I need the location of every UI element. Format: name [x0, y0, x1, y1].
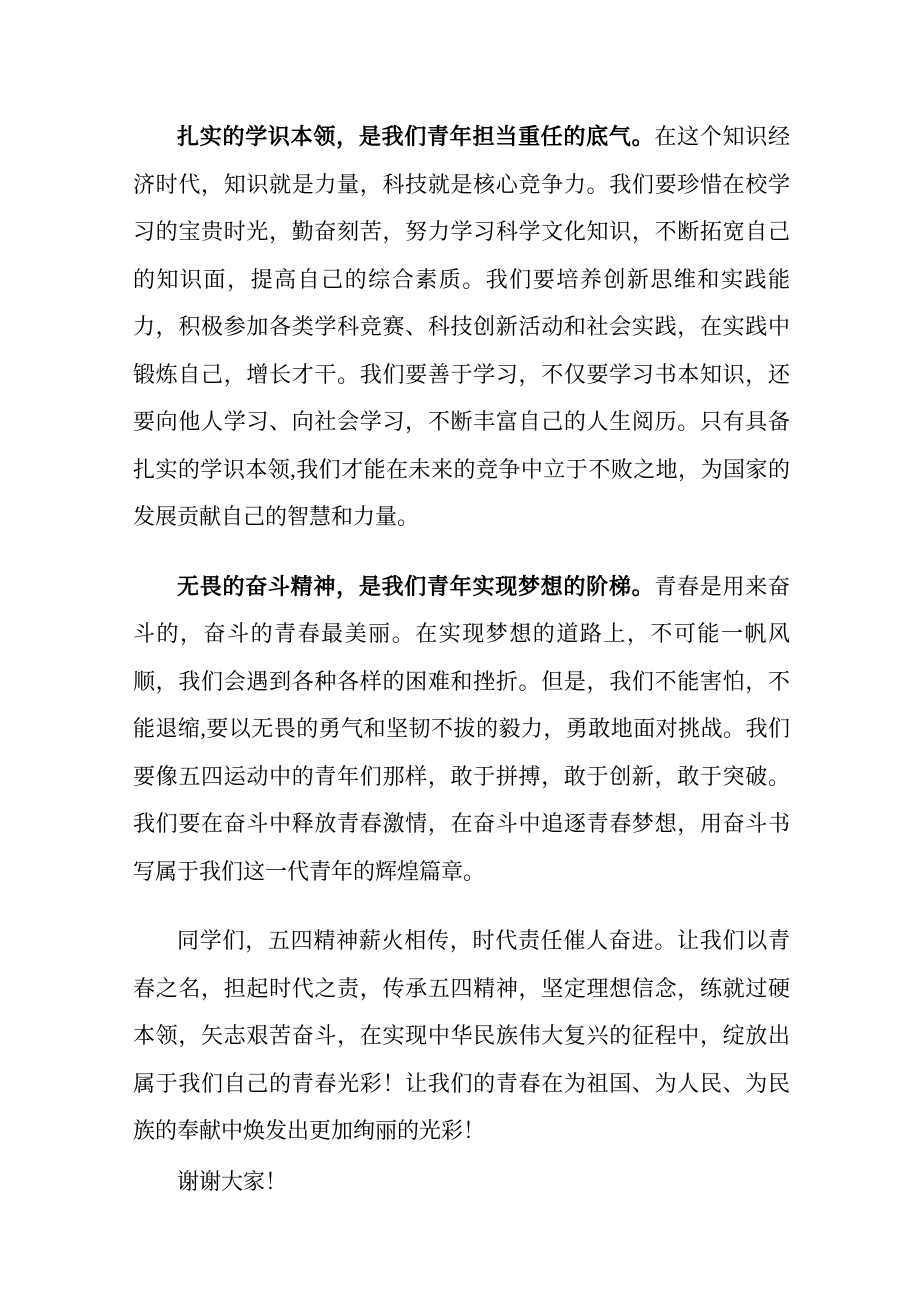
paragraph-fearless-struggle: [133, 563, 790, 896]
paragraph-body-text: 谢谢大家！: [177, 1168, 288, 1194]
paragraph-closing-appeal: [133, 917, 790, 1155]
paragraph-lead-sentence: 扎实的学识本领，是我们青年担当重任的底气。: [177, 124, 655, 149]
paragraph-body-text: 在这个知识经济时代，知识就是力量，科技就是核心竞争力。我们要珍惜在校学习的宝贵时光，勤奋刻苦，努力学习科学文化知识，不断拓宽自己的知识面，提高自己的综合素质。我们要培养创新思维和实践能力，积极参加各类学科竞赛、科技创新活动和社会实践，在实践中锻炼自己，增长才干。我们要善于学习，不仅要学习书本知识，还要向他人学习、向社会学习，不断丰富自己的人生阅历。只有具备扎实的学识本领,我们才能在未来的竞争中立于不败之地，为国家的发展贡献自己的智慧和力量。: [133, 124, 790, 529]
paragraph-body-text: 青春是用来奋斗的，奋斗的青春最美丽。在实现梦想的道路上，不可能一帆风顺，我们会遇到各种各样的困难和挫折。但是，我们不能害怕，不能退缩,要以无畏的勇气和坚韧不拔的毅力，勇敢地面对挑战。我们要像五四运动中的青年们那样，敢于拼搏，敢于创新，敢于突破。我们要在奋斗中释放青春激情，在奋斗中追逐青春梦想，用奋斗书写属于我们这一代青年的辉煌篇章。: [133, 573, 790, 884]
paragraph-thanks: [133, 1158, 790, 1206]
paragraph-lead-sentence: 无畏的奋斗精神，是我们青年实现梦想的阶梯。: [177, 573, 655, 599]
paragraph-solid-knowledge: [133, 113, 790, 541]
paragraph-body-text: 同学们，五四精神薪火相传，时代责任催人奋进。让我们以青春之名，担起时代之责，传承五四精神，坚定理想信念，练就过硬本领，矢志艰苦奋斗，在实现中华民族伟大复兴的征程中，绽放出属于我们自己的青春光彩！让我们的青春在为祖国、为人民、为民族的奉献中焕发出更加绚丽的光彩！: [133, 928, 790, 1143]
